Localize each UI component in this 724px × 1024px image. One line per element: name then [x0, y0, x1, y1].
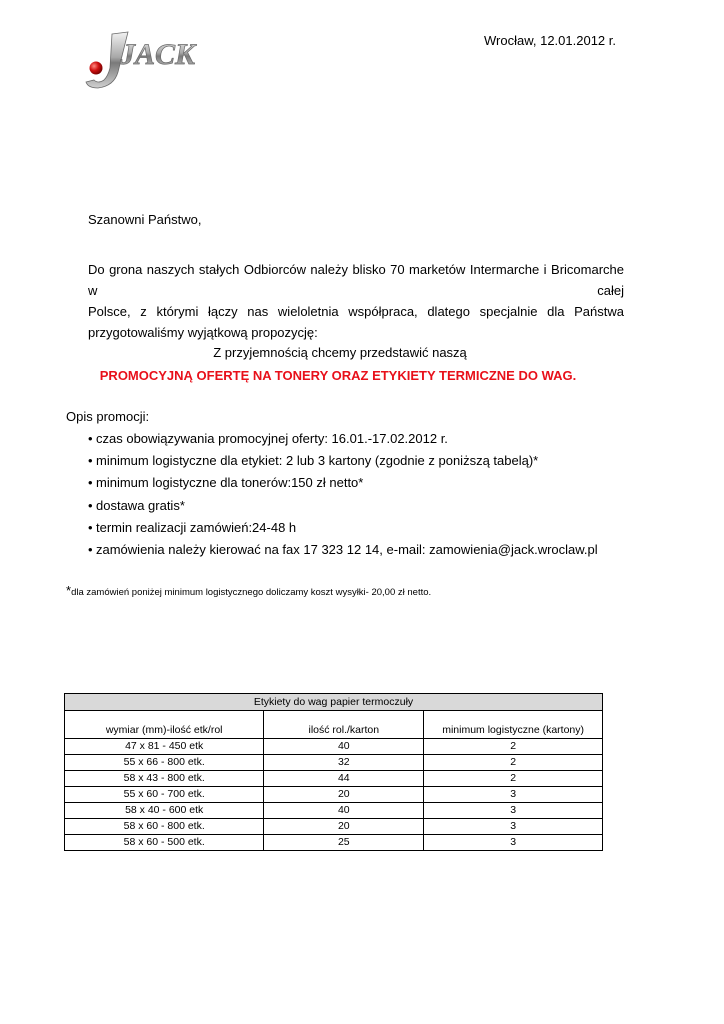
table-cell: 58 x 40 - 600 etk: [65, 803, 264, 819]
list-item-text: zamówienia należy kierować na fax 17 323 12 14, e-mail: zamowienia@jack.wroclaw.pl: [96, 541, 598, 557]
table-cell: 3: [424, 803, 603, 819]
list-item-text: minimum logistyczne dla etykiet: 2 lub 3 kartony (zgodnie z poniższą tabelą)*: [96, 453, 539, 469]
intro-line-3: przygotowaliśmy wyjątkową propozycję:: [88, 325, 318, 340]
table-cell: 20: [264, 819, 424, 835]
table-cell: 58 x 60 - 800 etk.: [65, 819, 264, 835]
table-row: [65, 803, 603, 819]
table-row: [65, 739, 603, 755]
table-row: [65, 755, 603, 771]
salutation: Szanowni Państwo,: [88, 212, 202, 227]
table-row: [65, 819, 603, 835]
bullet-symbol: •: [88, 475, 93, 491]
jack-logo: [84, 28, 204, 92]
table-row: [65, 787, 603, 803]
column-header-minimum: minimum logistyczne (kartony): [424, 723, 603, 739]
list-item-text: termin realizacji zamówień:24-48 h: [96, 519, 297, 535]
footnote: [66, 583, 431, 598]
table-cell: 25: [264, 835, 424, 851]
table-cell: 47 x 81 - 450 etk: [65, 739, 264, 755]
list-item: [66, 453, 598, 475]
table-cell: 58 x 43 - 800 etk.: [65, 771, 264, 787]
list-item: [66, 475, 598, 497]
table-row: [65, 771, 603, 787]
labels-table: [64, 693, 603, 851]
table-cell: 55 x 60 - 700 etk.: [65, 787, 264, 803]
list-item: [66, 431, 598, 453]
promotion-heading: Opis promocji:: [66, 409, 150, 424]
table-row: [65, 835, 603, 851]
bullet-symbol: •: [88, 453, 93, 469]
list-item-text: dostawa gratis*: [96, 497, 185, 513]
table-cell: 3: [424, 835, 603, 851]
letter-date: Wrocław, 12.01.2012 r.: [483, 33, 616, 48]
table-cell: 44: [264, 771, 424, 787]
footnote-text: dla zamówień poniżej minimum logistycznego doliczamy koszt wysyłki- 20,00 zł netto.: [71, 587, 432, 598]
table-cell: 40: [264, 803, 424, 819]
bullet-symbol: •: [88, 519, 93, 535]
bullet-symbol: •: [88, 431, 93, 446]
promo-headline: PROMOCYJNĄ OFERTĘ NA TONERY ORAZ ETYKIETY TERMICZNE DO WAG.: [99, 368, 577, 383]
intro-line-1: Do grona naszych stałych Odbiorców należy blisko 70 marketów Intermarche i Bricomarche w całej: [88, 262, 624, 298]
list-item: [66, 520, 598, 542]
table-caption: Etykiety do wag papier termoczuły: [65, 694, 603, 711]
table-cell: 40: [264, 739, 424, 755]
list-item-text: czas obowiązywania promocyjnej oferty: 16.01.-17.02.2012 r.: [96, 431, 448, 446]
logo-text: JACK: [120, 38, 196, 71]
table-cell: 3: [424, 819, 603, 835]
table-cell: 58 x 60 - 500 etk.: [65, 835, 264, 851]
bullet-symbol: •: [88, 541, 93, 557]
column-header-size: wymiar (mm)-ilość etk/rol: [65, 723, 264, 739]
logo-red-dot: [90, 62, 103, 75]
column-header-rolls: ilość rol./karton: [264, 723, 424, 739]
table-cell: 20: [264, 787, 424, 803]
intro-paragraph: [88, 259, 624, 343]
promotion-list: [66, 431, 598, 564]
presentation-line: Z przyjemnością chcemy przedstawić naszą: [213, 345, 467, 360]
table-cell: 3: [424, 787, 603, 803]
table-cell: 2: [424, 755, 603, 771]
table-cell: 32: [264, 755, 424, 771]
intro-line-2: Polsce, z którymi łączy nas wieloletnia współpraca, dlatego specjalnie dla Państwa: [88, 304, 624, 319]
bullet-symbol: •: [88, 497, 93, 513]
table-cell: 2: [424, 771, 603, 787]
footnote-star: *: [66, 583, 72, 598]
list-item: [66, 542, 598, 564]
list-item: [66, 498, 598, 520]
table-cell: 55 x 66 - 800 etk.: [65, 755, 264, 771]
list-item-text: minimum logistyczne dla tonerów:150 zł netto*: [96, 475, 364, 491]
table-cell: 2: [424, 739, 603, 755]
